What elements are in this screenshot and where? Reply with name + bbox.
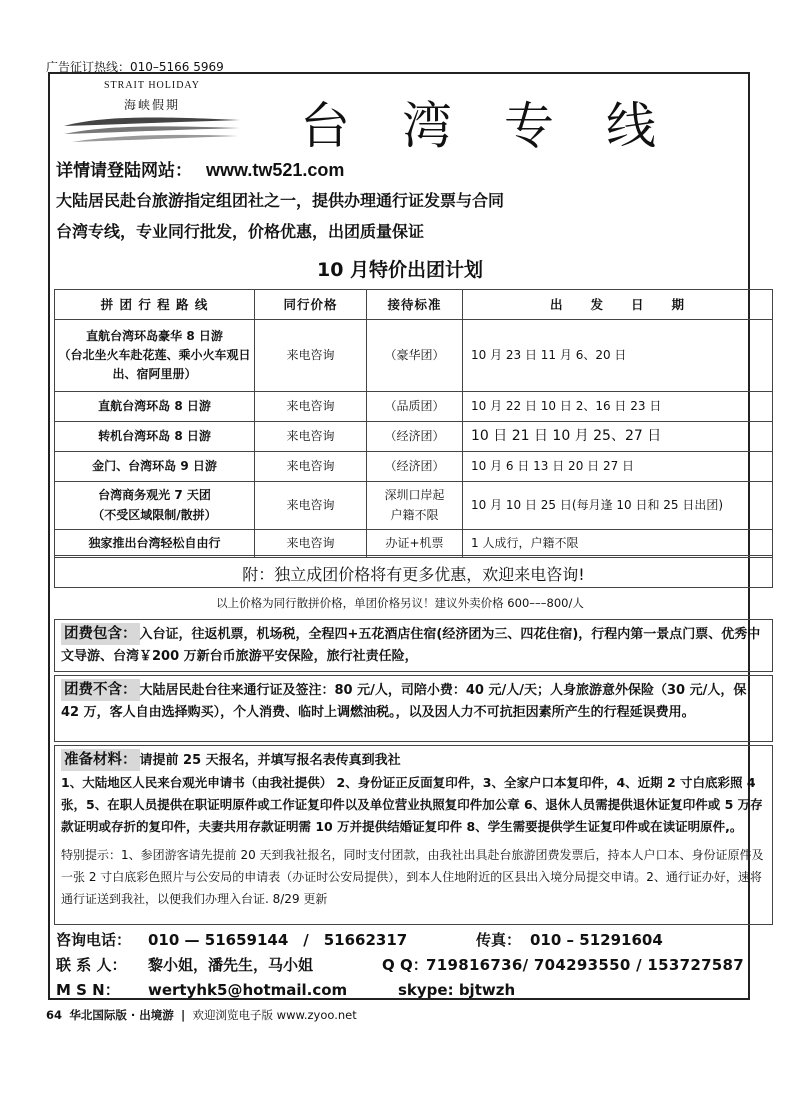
table-row (55, 452, 773, 482)
prepare-head: 请提前 25 天报名，并填写报名表传真到我社 (139, 753, 401, 768)
col-header-standard: 接待标准 (367, 290, 463, 320)
route-standard: （经济团） (367, 452, 463, 482)
route-date: 10 月 10 日 25 日(每月逢 10 日和 25 日出团) (463, 482, 773, 530)
fee-exclude-tag: 团费不含： (61, 679, 140, 701)
group-discount-note: 附：独立成团价格将有更多优惠，欢迎来电咨询! (54, 555, 773, 588)
page-number: 64 (46, 1008, 63, 1022)
fax-number[interactable]: 010 – 51291604 (530, 931, 663, 949)
route-standard: （豪华团） (367, 320, 463, 392)
footer-section: 华北国际版 · 出境游 (69, 1008, 174, 1022)
contact-block (56, 928, 756, 1003)
website-line (56, 156, 344, 181)
route-date: 10 月 6 日 13 日 20 日 27 日 (463, 452, 773, 482)
prepare-box (54, 745, 773, 925)
route-standard: 办证+机票 (367, 530, 463, 558)
route-price: 来电咨询 (255, 422, 367, 452)
website-url[interactable]: www.tw521.com (206, 160, 345, 180)
route-name: 直航台湾环岛 8 日游 (55, 392, 255, 422)
person-names: 黎小姐，潘先生，马小姐 (148, 956, 314, 974)
footer-separator: | (181, 1008, 186, 1022)
qq-label: Q Q： (382, 956, 428, 974)
msn-label: M S N： (56, 981, 120, 999)
price-note: 以上价格为同行散拼价格，单团价格另议！建议外卖价格 600–––800/人 (216, 596, 584, 610)
prepare-body: 1、大陆地区人民来台观光申请书（由我社提供） 2、身份证正反面复印件，3、全家户口本复印件，4、近期 2 寸白底彩照 4 张，5、在职人员提供在职证明原件或工作证复印件以及单位营业执照复印件加公章 6、退休人员需提供退休证复印件或 5 万存款证明或存折的复印件，夫妻共用存款证明需 10 万并提供结婚证复印件 8、学生需要提供学生证复印件或在读证明原件,。 (61, 775, 763, 834)
fax-label: 传真： (476, 931, 522, 949)
qq-numbers[interactable]: 719816736/ 704293550 / 153727587 (426, 956, 745, 974)
route-price: 来电咨询 (255, 392, 367, 422)
route-standard: （品质团） (367, 392, 463, 422)
table-row (55, 320, 773, 392)
page-title: 台湾专线 (300, 97, 708, 155)
phone-label: 咨询电话： (56, 931, 132, 949)
logo-cn: 海峡假期 (124, 98, 181, 112)
route-name: 转机台湾环岛 8 日游 (55, 422, 255, 452)
plan-title: 10 月特价出团计划 (316, 259, 484, 281)
logo-en: STRAIT HOLIDAY (104, 80, 200, 91)
phone-number[interactable]: 010 — 51659144 / 51662317 (148, 931, 408, 949)
route-date: 1 人成行，户籍不限 (463, 530, 773, 558)
person-label: 联 系 人： (56, 956, 127, 974)
fee-include-text: 入台证，往返机票，机场税，全程四+五花酒店住宿(经济团为三、四花住宿)，行程内第一景点门票、优秀中文导游、台湾￥200 万新台币旅游平安保险，旅行社责任险， (61, 627, 761, 664)
strait-holiday-logo (62, 80, 242, 148)
intro-line-1: 大陆居民赴台旅游指定组团社之一，提供办理通行证发票与合同 (56, 191, 505, 210)
special-tip: 特别提示：1、参团游客请先提前 20 天到我社报名，同时支付团款，由我社出具赴台旅游团费发票后，持本人户口本、身份证原件及一张 2 寸白底彩色照片与公安局的申请表（办证时公安局提供），到本人住地附近的区县出入境分局提交申请。2、通行证办好，速将通行证送到我社，以便我们办理入台证. 8/29 更新 (61, 848, 764, 906)
footer-text: 欢迎浏览电子版 www.zyoo.net (192, 1008, 357, 1022)
fee-exclude-box (54, 675, 773, 742)
fee-include-tag: 团费包含： (61, 623, 140, 645)
skype-id[interactable]: skype: bjtwzh (398, 981, 516, 999)
route-price: 来电咨询 (255, 452, 367, 482)
col-header-price: 同行价格 (255, 290, 367, 320)
prepare-tag: 准备材料： (61, 749, 140, 771)
col-header-date: 出 发 日 期 (463, 290, 773, 320)
table-row (55, 392, 773, 422)
route-date: 10 月 23 日 11 月 6、20 日 (463, 320, 773, 392)
route-name: 台湾商务观光 7 天团 （不受区域限制/散拼） (55, 482, 255, 530)
ad-hotline: 广告征订热线：010–5166 5969 (46, 60, 224, 74)
page-footer (46, 1007, 357, 1023)
route-price: 来电咨询 (255, 320, 367, 392)
route-table (54, 289, 773, 558)
intro-line-2: 台湾专线，专业同行批发，价格优惠，出团质量保证 (56, 222, 425, 241)
route-price: 来电咨询 (255, 530, 367, 558)
route-name: 独家推出台湾轻松自由行 (55, 530, 255, 558)
fee-exclude-text: 大陆居民赴台往来通行证及签注：80 元/人，司陪小费：40 元/人/天；人身旅游意外保险（30 元/人，保 42 万，客人自由选择购买），个人消费、临时上调燃油税。，以及因人力不可抗拒因素所产生的行程延误费用。 (61, 683, 747, 720)
table-row (55, 422, 773, 452)
table-row (55, 530, 773, 558)
col-header-route: 拼 团 行 程 路 线 (55, 290, 255, 320)
fee-include-box (54, 619, 773, 672)
msn-address[interactable]: wertyhk5@hotmail.com (148, 981, 348, 999)
website-label: 详情请登陆网站： (56, 161, 192, 181)
route-name: 金门、台湾环岛 9 日游 (55, 452, 255, 482)
route-date: 10 日 21 日 10 月 25、27 日 (463, 422, 773, 452)
wave-icon (62, 112, 242, 146)
route-standard: （经济团） (367, 422, 463, 452)
route-date: 10 月 22 日 10 日 2、16 日 23 日 (463, 392, 773, 422)
table-header-row (55, 290, 773, 320)
route-standard: 深圳口岸起 户籍不限 (367, 482, 463, 530)
route-price: 来电咨询 (255, 482, 367, 530)
route-name: 直航台湾环岛豪华 8 日游 （台北坐火车赴花莲、乘小火车观日出、宿阿里册） (55, 320, 255, 392)
table-row (55, 482, 773, 530)
